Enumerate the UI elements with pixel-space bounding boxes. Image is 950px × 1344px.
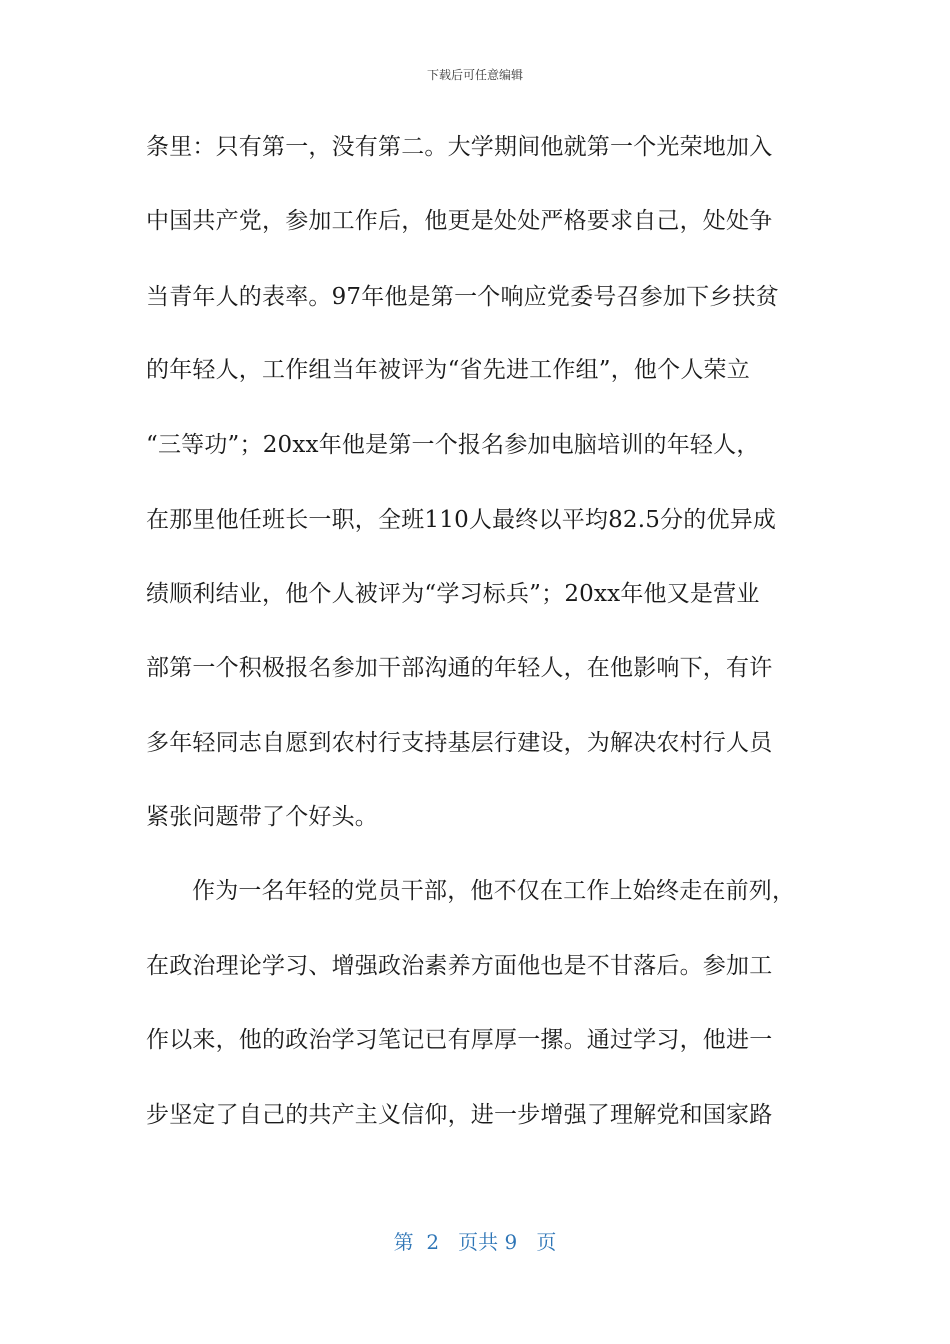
paragraph-1-line-10: 紧张问题带了个好头。 xyxy=(146,804,378,830)
paragraph-1-line-9: 多年轻同志自愿到农村行支持基层行建设，为解决农村行人员 xyxy=(146,730,773,756)
paragraph-2-line-1: 作为一名年轻的党员干部，他不仅在工作上始终走在前列， xyxy=(192,878,796,904)
paragraph-2-line-3: 作以来，他的政治学习笔记已有厚厚一摞。通过学习，他进一 xyxy=(146,1027,773,1053)
paragraph-1-line-6: 在那里他任班长一职，全班110人最终以平均82.5分的优异成 xyxy=(146,507,777,533)
paragraph-1-line-3: 当青年人的表率。97年他是第一个响应党委号召参加下乡扶贫 xyxy=(146,284,779,310)
paragraph-1-line-2: 中国共产党，参加工作后，他更是处处严格要求自己，处处争 xyxy=(146,208,773,234)
paragraph-1-line-5: “三等功”；20xx年他是第一个报名参加电脑培训的年轻人， xyxy=(146,432,760,458)
paragraph-2-line-2: 在政治理论学习、增强政治素养方面他也是不甘落后。参加工 xyxy=(146,953,773,979)
paragraph-2-line-4: 步坚定了自己的共产主义信仰，进一步增强了理解党和国家路 xyxy=(146,1102,773,1128)
paragraph-1-line-7: 绩顺利结业，他个人被评为“学习标兵”；20xx年他又是营业 xyxy=(146,581,760,607)
paragraph-1-line-4: 的年轻人，工作组当年被评为“省先进工作组”，他个人荣立 xyxy=(146,357,750,383)
page-header: 下载后可任意编辑 xyxy=(426,68,523,82)
page-number-footer: 第 2 页共 9 页 xyxy=(393,1230,557,1254)
paragraph-1-line-8: 部第一个积极报名参加干部沟通的年轻人，在他影响下，有许 xyxy=(146,655,773,681)
paragraph-1-line-1: 条里：只有第一，没有第二。大学期间他就第一个光荣地加入 xyxy=(146,134,773,160)
